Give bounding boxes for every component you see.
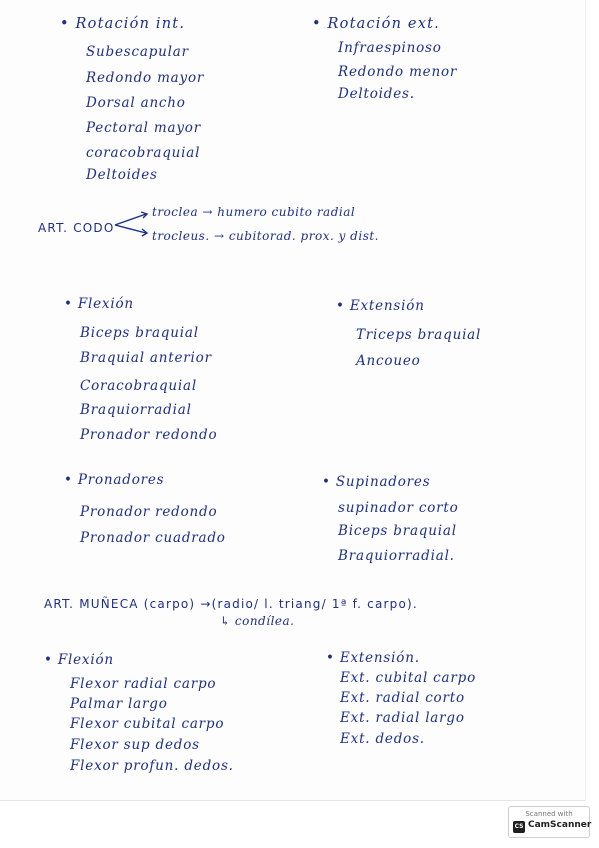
list-item: Deltoides. [338,86,415,102]
list-item: Braquiorradial [80,402,192,418]
list-item: Braquial anterior [80,350,212,366]
badge-brand: CamScanner [528,820,592,830]
list-item: Dorsal ancho [86,95,186,111]
list-item: Flexor sup dedos [70,737,200,753]
list-item: Deltoides [86,167,158,183]
pronadores-heading: • Pronadores [64,472,165,488]
rot-ext-heading: • Rotación ext. [312,16,440,32]
muneca-flexion-heading: • Flexión [44,652,114,668]
camscanner-badge [508,806,590,838]
art-codo-label: ART. CODO [38,221,115,235]
list-item: Ancoueo [356,353,421,369]
list-item: Ext. radial corto [340,690,465,706]
art-muneca-label: ART. MUÑECA (carpo) →(radio/ l. triang/ 1ª f. carpo). [44,597,418,611]
list-item: Triceps braquial [356,327,482,343]
list-item: Redondo mayor [86,70,205,86]
list-item: coracobraquial [86,145,201,161]
supinadores-heading: • Supinadores [322,474,431,490]
codo-branch-1: troclea → humero cubito radial [152,205,356,219]
list-item: supinador corto [338,500,459,516]
list-item: Ext. dedos. [340,731,425,747]
camscanner-logo-icon: CS [513,821,525,833]
list-item: Flexor cubital carpo [70,716,225,732]
list-item: Flexor radial carpo [70,676,217,692]
list-item: Palmar largo [70,696,168,712]
list-item: Ext. cubital carpo [340,670,477,686]
codo-branch-2: trocleus. → cubitorad. prox. y dist. [152,229,379,243]
list-item: Coracobraquial [80,378,198,394]
list-item: Infraespinoso [338,40,442,56]
branch-arrows [112,206,152,240]
list-item: Ext. radial largo [340,710,465,726]
list-item: Biceps braquial [338,523,457,539]
list-item: Pronador redondo [80,427,218,443]
list-item: Biceps braquial [80,325,199,341]
list-item: Subescapular [86,44,189,60]
list-item: Pronador cuadrado [80,530,226,546]
list-item: Braquiorradial. [338,548,455,564]
list-item: Flexor profun. dedos. [70,758,234,774]
muneca-sub: ↳ condílea. [220,614,295,628]
list-item: Redondo menor [338,64,458,80]
rot-int-heading: • Rotación int. [60,16,186,32]
codo-extension-heading: • Extensión [336,298,425,314]
list-item: Pronador redondo [80,504,218,520]
muneca-extension-heading: • Extensión. [326,650,420,666]
list-item: Pectoral mayor [86,120,201,136]
badge-caption: Scanned with [525,810,573,818]
codo-flexion-heading: • Flexión [64,296,134,312]
